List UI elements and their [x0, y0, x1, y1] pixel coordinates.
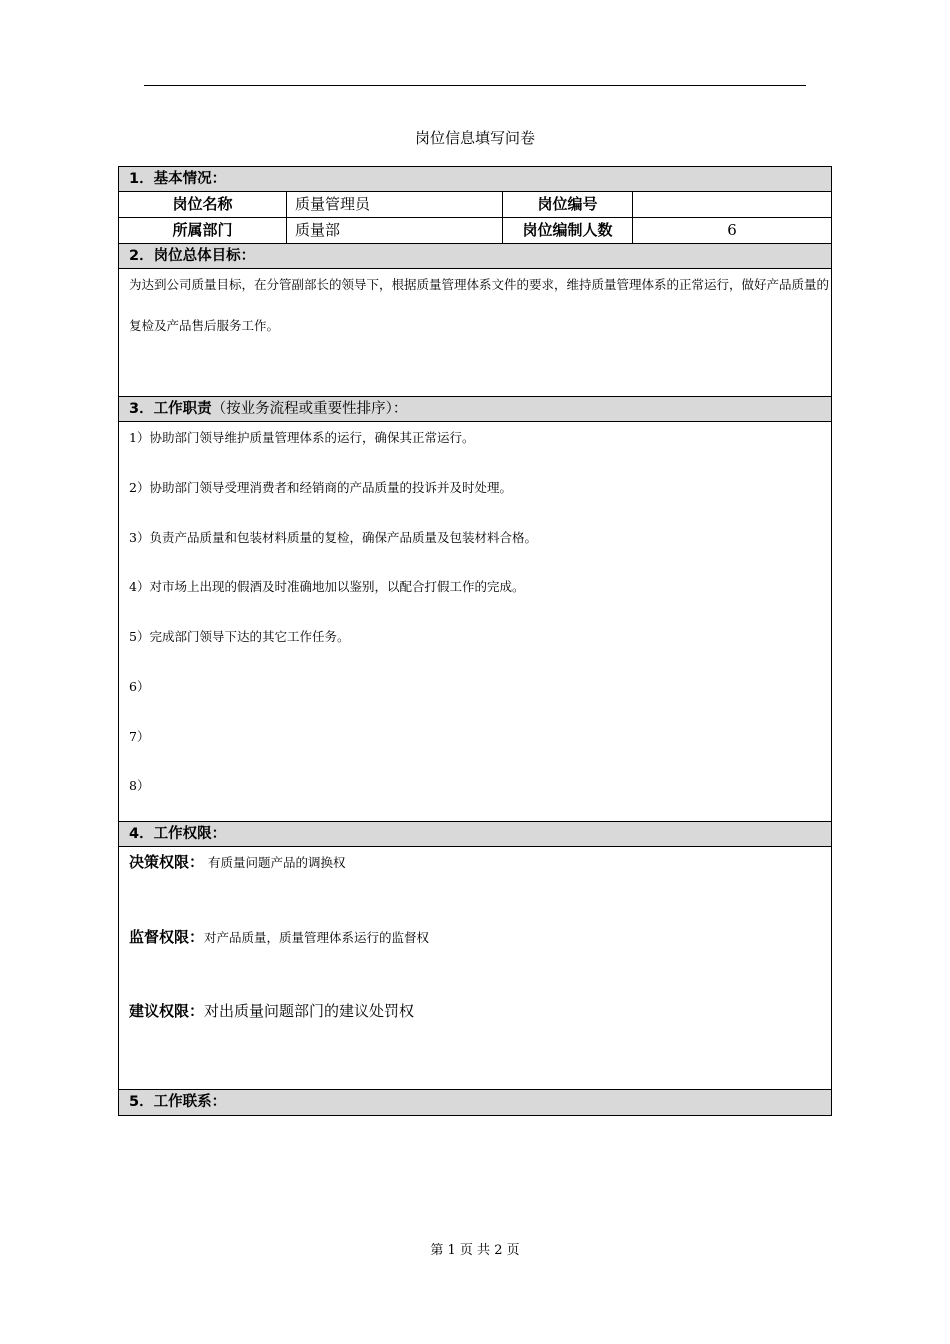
- header-rule: [144, 85, 806, 86]
- info-row-1: [119, 192, 831, 218]
- authority-suggestion-label: 建议权限：: [129, 1002, 205, 1020]
- duty-item-2: 2）协助部门领导受理消费者和经销商的产品质量的投诉并及时处理。: [129, 480, 512, 495]
- document-title: 岗位信息填写问卷: [414, 129, 535, 147]
- position-name-value: 质量管理员: [286, 192, 502, 217]
- authority-decision-label: 决策权限：: [129, 853, 205, 871]
- position-code-label: 岗位编号: [502, 192, 632, 217]
- questionnaire-form: [118, 166, 832, 1116]
- position-code-value: [632, 192, 831, 217]
- section-duties-header: [119, 396, 831, 422]
- duty-item-6: 6）: [129, 679, 150, 694]
- duty-item-8: 8）: [129, 778, 150, 793]
- authority-decision: [129, 851, 346, 872]
- section-authority-title: 4．工作权限：: [129, 826, 227, 842]
- authority-supervision-label: 监督权限：: [129, 928, 205, 946]
- page-footer: 第 1 页 共 2 页: [430, 1243, 520, 1258]
- authority-decision-text: 有质量问题产品的调换权: [204, 855, 346, 870]
- duty-item-4: 4）对市场上出现的假酒及时准确地加以鉴别，以配合打假工作的完成。: [129, 579, 525, 594]
- section-relations-title: 5．工作联系：: [129, 1094, 227, 1110]
- section-basic-title: 1．基本情况：: [129, 171, 227, 187]
- authority-suggestion-text: 对出质量问题部门的建议处罚权: [204, 1002, 415, 1020]
- section-duties-note: （按业务流程或重要性排序）：: [211, 401, 408, 417]
- duty-item-7: 7）: [129, 729, 150, 744]
- duty-item-1: 1）协助部门领导维护质量管理体系的运行，确保其正常运行。: [129, 430, 475, 445]
- authority-supervision: [129, 926, 429, 947]
- section-authority-header: [119, 821, 831, 847]
- headcount-label: 岗位编制人数: [502, 218, 632, 243]
- authority-suggestion: [129, 1000, 414, 1021]
- authority-supervision-text: 对产品质量，质量管理体系运行的监督权: [204, 930, 430, 945]
- section-goal-title: 2．岗位总体目标：: [129, 248, 256, 264]
- position-name-label: 岗位名称: [172, 195, 233, 213]
- duty-item-5: 5）完成部门领导下达的其它工作任务。: [129, 629, 350, 644]
- department-label: 所属部门: [172, 221, 233, 239]
- goal-text: 为达到公司质量目标，在分管副部长的领导下，根据质量管理体系文件的要求，维持质量管理体系的正常运行，做好产品质量的复检及产品售后服务工作。: [129, 277, 830, 333]
- section-basic-header: [119, 167, 831, 192]
- section-duties-title: 3．工作职责: [129, 401, 212, 417]
- headcount-value: 6: [632, 218, 831, 243]
- duty-item-3: 3）负责产品质量和包装材料质量的复检，确保产品质量及包装材料合格。: [129, 530, 537, 545]
- department-value: 质量部: [286, 218, 502, 243]
- section-relations-header: [119, 1089, 831, 1115]
- info-row-2: [119, 218, 831, 244]
